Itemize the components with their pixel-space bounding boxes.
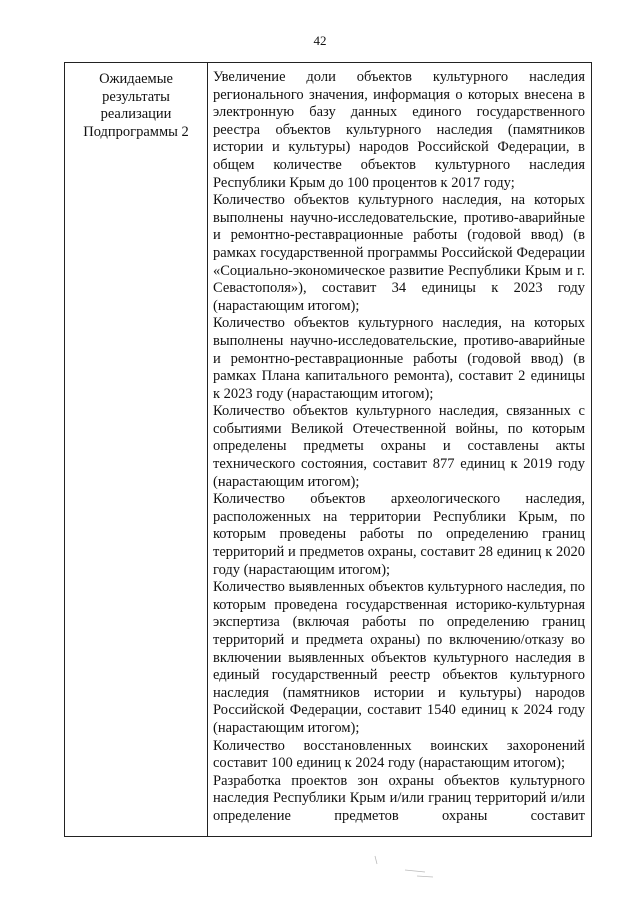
result-item: Увеличение доли объектов культурного наследия регионального значения, информация о которых внесена в электронную базу данных единого государственного реестра объектов культурного наследия (памятников истории и культуры) народов Российской Федерации, в общем количестве объектов культурного наследия Республики Крым до 100 процентов к 2017 году;: [213, 69, 585, 191]
row-header-label: Ожидаемые результаты реализации Подпрограммы 2: [83, 71, 189, 140]
result-item: Количество объектов культурного наследия, на которых выполнены научно-исследовательские, противо-аварийные и ремонтно-реставрационные работы (годовой ввод) (в рамках государственной программы Российской Федерации «Социально-экономическое развитие Республики Крым и г. Севастополя»), составит 34 единицы к 2023 году (нарастающим итогом);: [213, 192, 585, 314]
result-item: Количество объектов культурного наследия, на которых выполнены научно-исследовательские, противо-аварийные и ремонтно-реставрационные работы (годовой ввод) (в рамках Плана капитального ремонта), составит 2 единицы к 2023 году (нарастающим итогом);: [213, 315, 585, 402]
result-item: Количество объектов культурного наследия, связанных с событиями Великой Отечественной войны, по которым определены предметы охраны и составлены акты технического состояния, составит 877 единиц к 2019 году (нарастающим итогом);: [213, 403, 585, 490]
result-item: Количество выявленных объектов культурного наследия, по которым проведена государственная историко-культурная экспертиза (включая работы по определению границ территорий и предмета охраны) по включению/отказу во включении выявленных объектов культурного наследия в единый государственный реестр объектов культурного наследия (памятников истории и культуры) народов Российской Федерации, составит 1540 единиц к 2024 году (нарастающим итогом);: [213, 579, 585, 736]
result-item: Количество восстановленных воинских захоронений составит 100 единиц к 2024 году (нарастающим итогом);: [213, 737, 585, 772]
page-number: 42: [313, 33, 327, 48]
row-header-cell: [65, 63, 208, 836]
scan-mark: [355, 852, 445, 882]
result-item: Количество объектов археологического наследия, расположенных на территории Республики Крым, по которым проведены работы по определению границ территорий и предметов охраны, составит 28 единиц к 2020 году (нарастающим итогом);: [213, 491, 585, 578]
results-content-cell: [208, 63, 591, 836]
results-table: [64, 62, 592, 837]
result-item: Разработка проектов зон охраны объектов культурного наследия Республики Крым и/или границ территорий и/или определение предметов охраны составит: [213, 772, 585, 824]
